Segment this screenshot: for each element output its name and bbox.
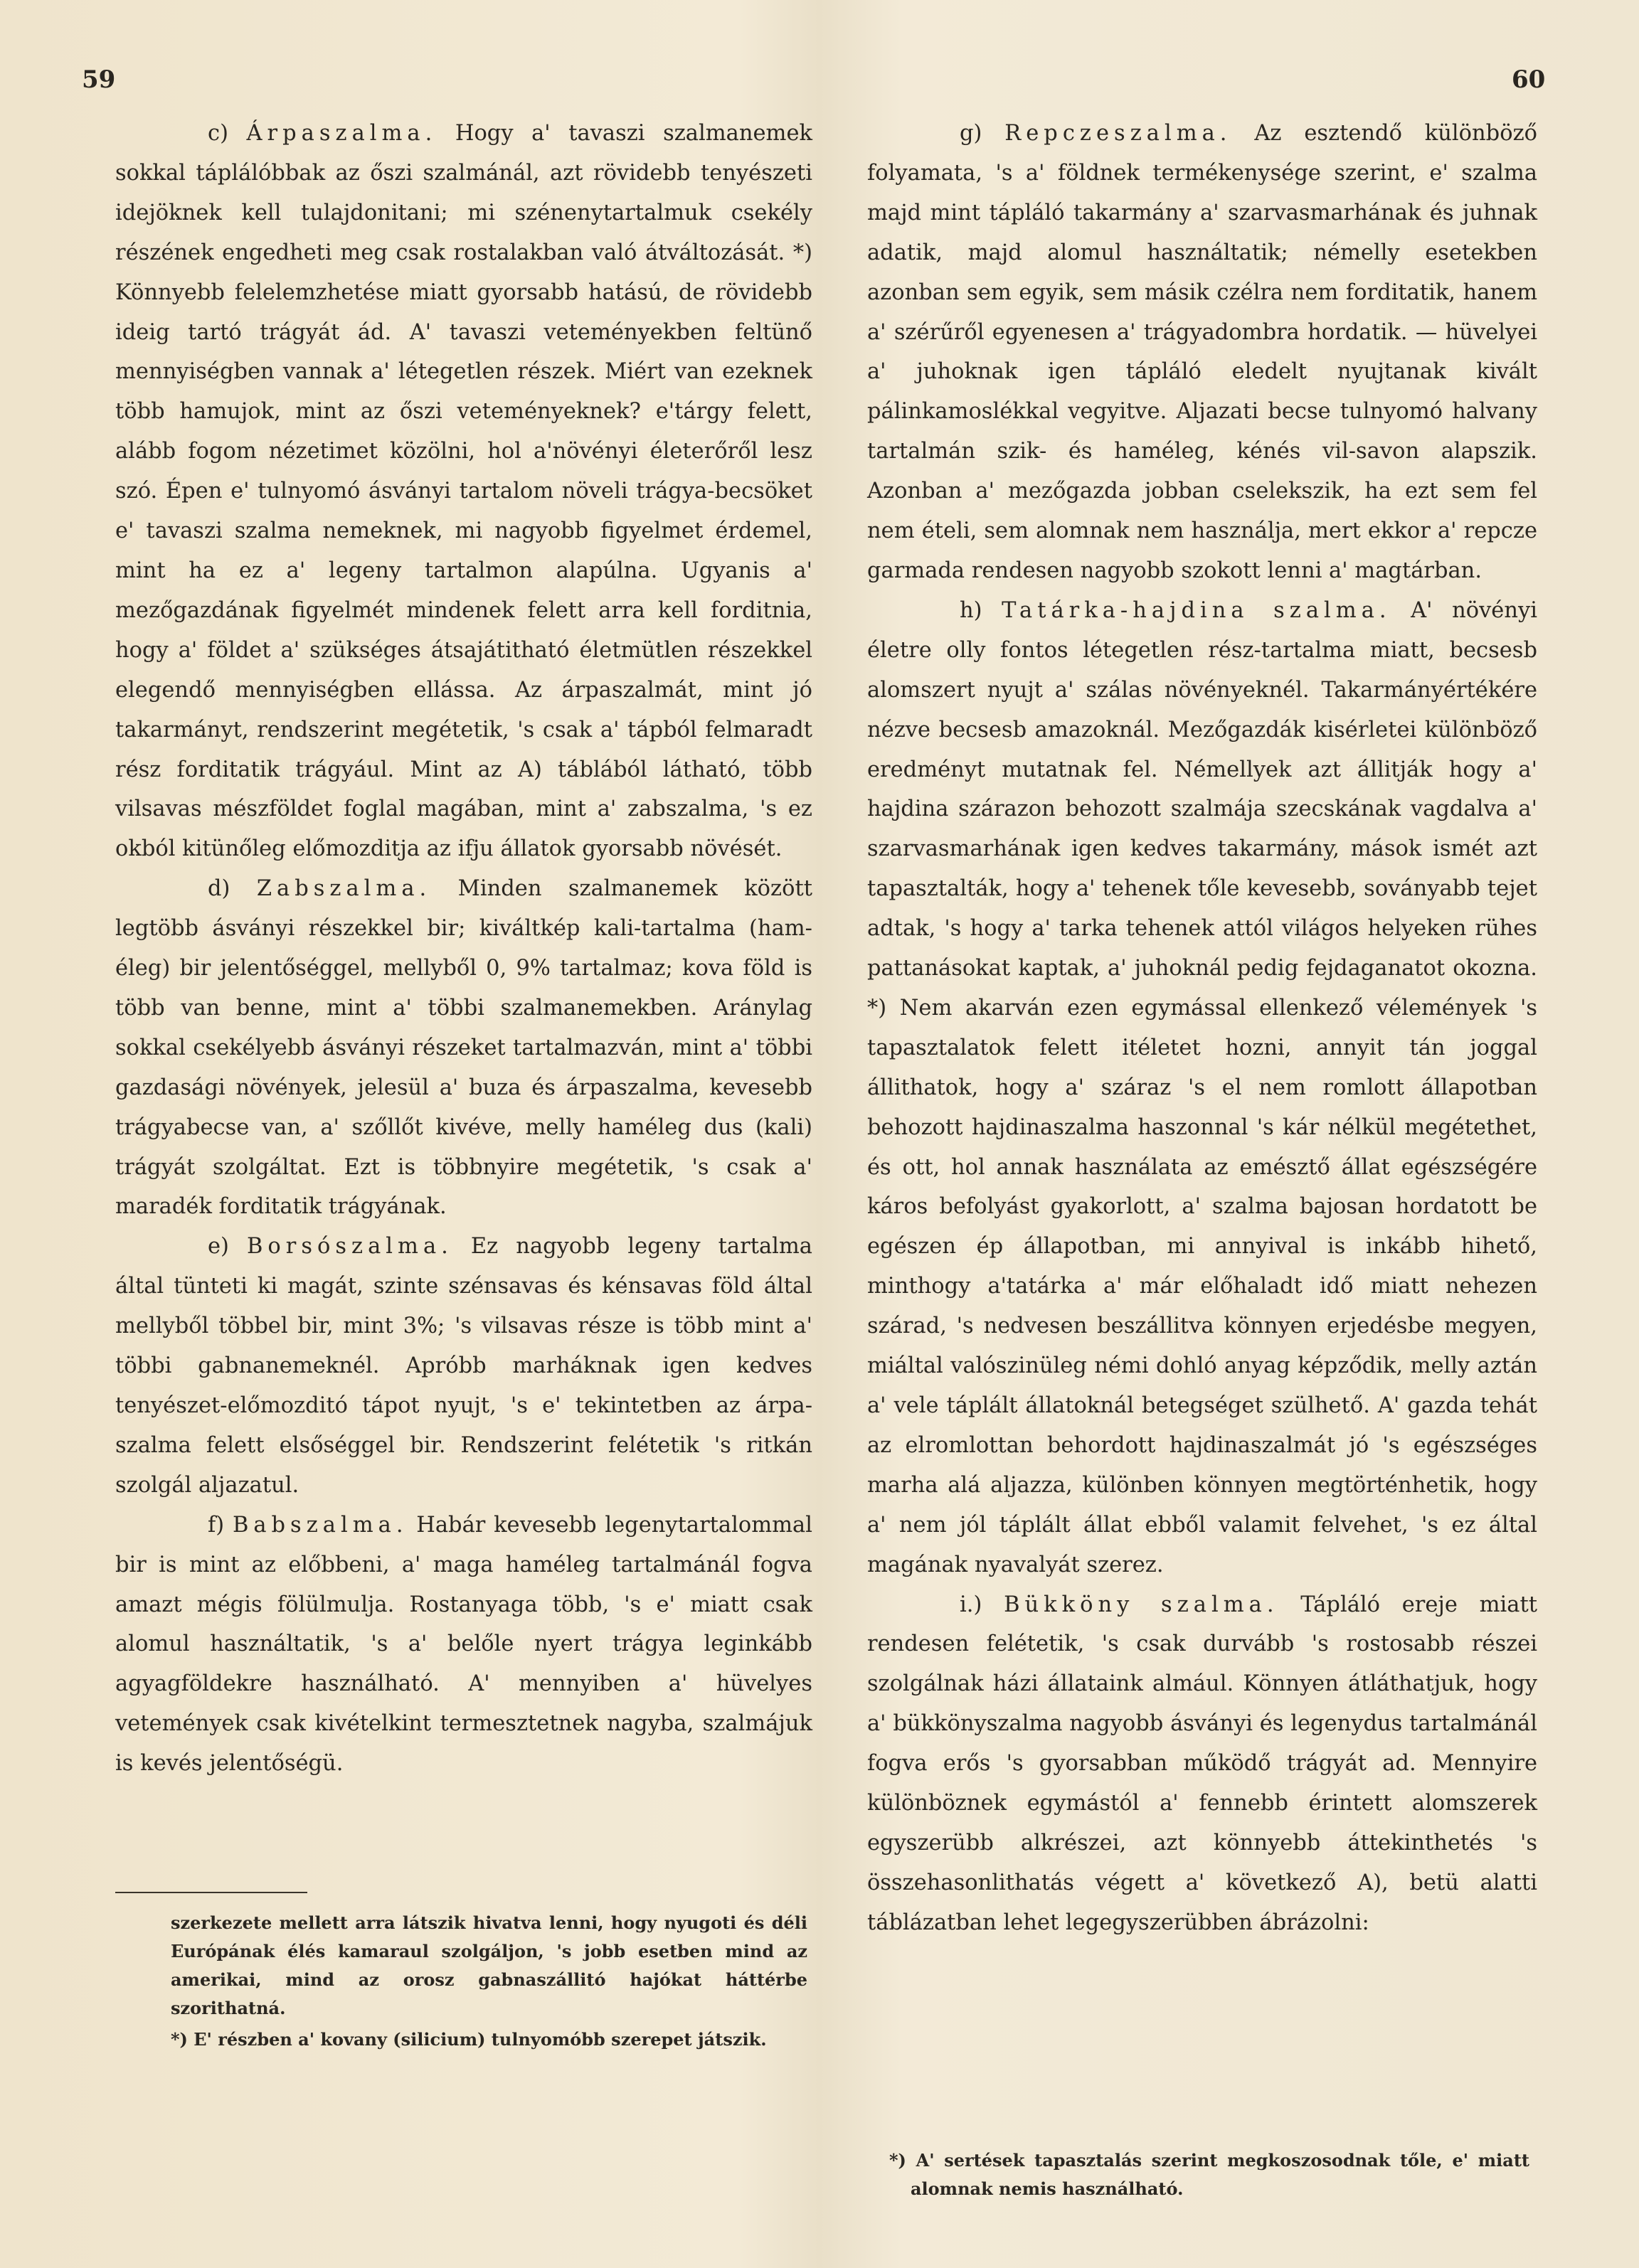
right-column-text (867, 114, 1537, 1943)
paragraph-bukkony-szalma: i.) Bükköny szalma. Tápláló ereje miatt rendesen felétetik, 's csak durvább 's rostosabb részei szolgálnak házi állataink almául. Könnyen átláthatjuk, hogy a' bükkönyszalma nagyobb ásványi és legenydus tartalmánál fogva erős 's gyorsabban működő trágyát ad. Mennyire különböznek egymástól a' fennebb érintett alomszerek egyszerübb alkrészei, azt könnyebb áttekinthetés 's összehasonlithatás végett a' következő A), betü alatti táblázatban lehet legegyszerübben ábrázolni: (867, 1592, 1537, 1935)
section-title: Tatárka-hajdina szalma. (1002, 597, 1391, 623)
footnotes-left (171, 1909, 807, 2057)
section-title: Babszalma. (232, 1512, 408, 1538)
footnotes-right (889, 2146, 1529, 2206)
section-title: Árpaszalma. (246, 121, 437, 146)
section-title: Zabszalma. (256, 876, 432, 902)
footnote-continued: szerkezete mellett arra látszik hivatva lenni, hogy nyugoti és déli Európának élés kamaraul szolgáljon, 's jobb esetben mind az amerikai, mind az orosz gabnaszállitó hajókat háttérbe szorithatná. (171, 1912, 807, 2018)
page-number-left: 59 (82, 65, 116, 94)
paragraph-repczeszalma: g) Repczeszalma. Az esztendő különböző folyamata, 's a' földnek termékenysége szerint, e' szalma majd mint tápláló takarmány a' szarvasmarhának és juhnak adatik, majd alomul használtatik; némelly esetekben azonban sem egyik, sem másik czélra nem forditatik, hanem a' szérűről egyenesen a' trágyadombra hordatik. — hüvelyei a' juhoknak igen tápláló eledelt nyujtanak kivált pálinkamoslékkal vegyitve. Aljazati becse tulnyomó halvany tartalmán szik- és haméleg, kénés vil-savon alapszik. Azonban a' mezőgazda jobban cselekszik, ha ezt sem fel nem ételi, sem alomnak nem használja, mert ekkor a' repcze garmada rendesen nagyobb szokott lenni a' magtárban. (867, 121, 1537, 583)
paragraph-zabszalma: d) Zabszalma. Minden szalmanemek között legtöbb ásványi részekkel bir; kiváltkép kali-tartalma (ham-éleg) bir jelentőséggel, mellyből 0, 9% tartalmaz; kova föld is több van benne, mint a' többi szalmanemekben. Aránylag sokkal csekélyebb ásványi részeket tartalmazván, mint a' többi gazdasági növények, jelesül a' buza és árpaszalma, kevesebb trágyabecse van, a' szőllőt kivéve, melly haméleg dus (kali) trágyát szolgáltat. Ezt is többnyire megétetik, 's csak a' maradék forditatik trágyának. (115, 876, 812, 1220)
footnote-sertesek: *) A' sertések tapasztalás szerint megkoszosodnak tőle, e' miatt alomnak nemis használható. (889, 2150, 1529, 2199)
paragraph-arpaszalma: c) Árpaszalma. Hogy a' tavaszi szalmanemek sokkal táplálóbbak az őszi szalmánál, azt rövidebb tenyészeti idejöknek kell tulajdonitani; mi szénenytartalmuk csekély részének engedheti meg csak rostalakban való átváltozását. *) Könnyebb felelemzhetése miatt gyorsabb hatású, de rövidebb ideig tartó trágyát ád. A' tavaszi veteményekben feltünő mennyiségben vannak a' létegetlen részek. Miért van ezeknek több hamujok, mint az őszi veteményeknek? e'tárgy felett, alább fogom nézetimet közölni, hol a'növényi életerőről lesz szó. Épen e' tulnyomó ásványi tartalom növeli trágya-becsöket e' tavaszi szalma nemeknek, mi nagyobb figyelmet érdemel, mint ha ez a' legeny tartalmon alapúlna. Ugyanis a' mezőgazdának figyelmét mindenek felett arra kell forditnia, hogy a' földet a' szükséges átsajátitható életmütlen részekkel elegendő mennyiségben ellássa. Az árpaszalmát, mint jó takarmányt, rendszerint megétetik, 's csak a' tápból felmaradt rész forditatik trágyául. Mint az A) táblából látható, több vilsavas mészföldet foglal magában, mint a' zabszalma, 's ez okból kitünőleg előmozditja az ifju állatok gyorsabb növését. (115, 121, 812, 862)
section-title: Borsószalma. (247, 1234, 453, 1260)
paragraph-borsoszalma: e) Borsószalma. Ez nagyobb legeny tartalma által tünteti ki magát, szinte szénsavas és kénsavas föld által mellyből többel bir, mint 3%; 's vilsavas része is több mint a' többi gabnanemeknél. Apróbb marháknak igen kedves tenyészet-előmozditó tápot nyujt, 's e' tekintetben az árpa-szalma felett elsőséggel bir. Rendszerint felétetik 's ritkán szolgál aljazatul. (115, 1234, 812, 1498)
section-title: Repczeszalma. (1004, 121, 1232, 146)
page-number-right: 60 (1512, 65, 1546, 94)
paragraph-tatarka-hajdina: h) Tatárka-hajdina szalma. A' növényi életre olly fontos létegetlen rész-tartalma miatt, becsesb alomszert nyujt a' szálas növényeknél. Takarmányértékére nézve becsesb amazoknál. Mezőgazdák kisérletei különböző eredményt mutatnak fel. Némellyek azt állitják hogy a' hajdina szárazon behozott szalmája szecskának vagdalva a' szarvasmarhának igen kedves takarmány, mások ismét azt tapasztalták, hogy a' tehenek tőle kevesebb, soványabb tejet adtak, 's hogy a' tarka tehenek attól világos helyeken rühes pattanásokat kaptak, a' juhoknál pedig fejdaganatot okozna. *) Nem akarván ezen egymással ellenkező vélemények 's tapasztalatok felett itéletet hozni, annyit tán joggal állithatok, hogy a' száraz 's el nem romlott állapotban behozott hajdinaszalma haszonnal 's kár nélkül megétethet, és ott, hol annak használata az emésztő állat egészségére káros befolyást gyakorlott, a' szalma bajosan hordatott be egészen ép állapotban, mi annyival is inkább hihető, minthogy a'tatárka a' már előhaladt idő miatt nehezen szárad, 's nedvesen beszállitva könnyen erjedésbe megyen, miáltal valószinüleg némi dohló anyag képződik, melly aztán a' vele táplált állatoknál betegséget szülhető. A' gazda tehát az elromlottan behordott hajdinaszalmát jó 's egészséges marha alá aljazza, különben könnyen megtörténhetik, hogy a' nem jól táplált állat ebből valamit felvehet, 's ez által magának nyavalyát szerez. (867, 597, 1537, 1577)
section-title: Bükköny szalma. (1004, 1592, 1279, 1617)
footnote-kovany: *) E' részben a' kovany (silicium) tulnyomóbb szerepet játszik. (171, 2029, 767, 2050)
footnote-divider (115, 1892, 307, 1893)
left-column-text (115, 114, 812, 1784)
paragraph-babszalma: f) Babszalma. Habár kevesebb legenytartalommal bir is mint az előbbeni, a' maga haméleg tartalmánál fogva amazt mégis fölülmulja. Rostanyaga több, 's e' miatt csak alomul használtatik, 's a' belőle nyert trágya leginkább agyagföldekre használható. A' mennyiben a' hüvelyes vetemények csak kivételkint termesztetnek nagyba, szalmájuk is kevés jelentőségü. (115, 1512, 812, 1777)
